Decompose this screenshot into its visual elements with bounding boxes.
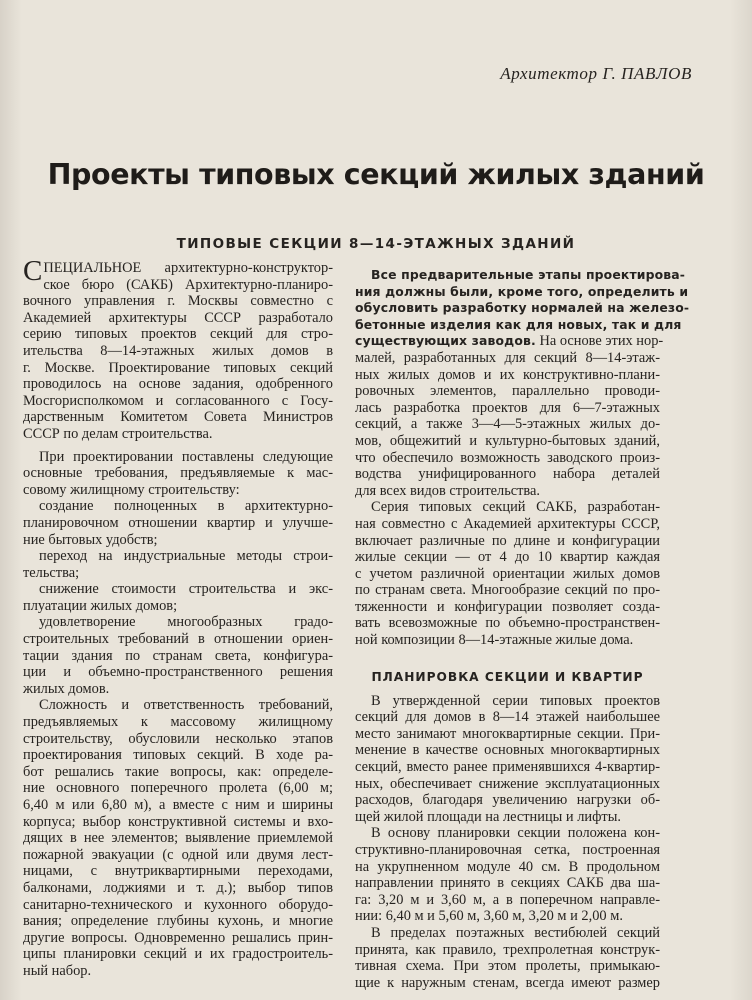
text-line: ницами, с внутриквартирными переходами, — [23, 863, 333, 880]
text-line: лась разработка проектов для 6—7-этажных — [355, 399, 660, 416]
text-line: ции и объемно-пространственного решения — [23, 664, 333, 681]
text-line: на укрупненном модуле 40 см. В продольном — [355, 858, 660, 875]
left-column — [23, 255, 333, 980]
text-line: ительства 8—14-этажных жилых домов в — [23, 342, 333, 359]
text-line: Серия типовых секций САКБ, разработан- — [371, 499, 660, 516]
text-line: 6,40 м или 6,80 м), а вместе с ним и ширины — [23, 797, 333, 813]
text-line: секций, вместо ранее применявшихся 4-квартир- — [355, 759, 660, 776]
text-line: водства унифицированного набора деталей — [355, 466, 660, 483]
text-line: Сложность и ответственность требований, — [39, 697, 333, 714]
text-line: га: 3,20 м и 3,60 м, а в поперечном направле- — [355, 891, 660, 908]
bold-line: Все предварительные этапы проектирова- — [371, 267, 686, 282]
text-line: СССР по делам строительства. — [23, 425, 213, 442]
text-line: другие вопросы. Одновременно решались прин- — [23, 929, 333, 946]
right-paragraphs — [355, 350, 660, 649]
text-line: удовлетворение многообразных градо- — [39, 614, 333, 631]
text-line: мов, общежитий и культурно-бытовых зданий, — [355, 432, 660, 449]
text-line: переход на индустриальные методы строи- — [39, 548, 333, 565]
text-line: вания; определение глубины кухонь, и многие — [23, 913, 333, 930]
text-line: тации здания по странам света, конфигура- — [23, 647, 333, 664]
text-line: В основу планировки секции положена кон- — [371, 825, 660, 842]
text-line: щей жилой площади на лестницы и лифты. — [355, 808, 621, 825]
text-line: менение в качестве основных многоквартирных — [355, 742, 660, 759]
text-line: ние бытовых удобств; — [23, 531, 158, 548]
text-line: В пределах поэтажных вестибюлей секций — [371, 924, 660, 941]
text-line: расходов, благодаря увеличению нагрузки об- — [355, 792, 660, 809]
text-line: малей, разработанных для секций 8—14-этаж- — [355, 349, 660, 366]
text-line: бот решались такие вопросы, как: определе- — [23, 763, 333, 780]
article-title: Проекты типовых секций жилых зданий — [47, 158, 705, 191]
text-line: принята, как правило, трехпролетная конструк- — [355, 941, 660, 958]
text-line: плуатации жилых домов; — [23, 597, 178, 614]
text-line: вать всевозможные по объемно-пространствен- — [355, 615, 660, 632]
after-bold-text: На основе этих нор- — [535, 333, 664, 350]
text-line: При проектировании поставлены следующие — [39, 448, 333, 465]
planning-paragraphs — [355, 693, 660, 992]
text-line: включает различные по длине и конфигурации — [355, 532, 660, 549]
text-line: жилых домов. — [23, 680, 110, 697]
text-line: жилые секции — от 4 до 10 квартир каждая — [355, 549, 660, 566]
text-line: основные требования, предъявляемые к мас- — [23, 465, 333, 482]
text-line: нии: 6,40 м и 5,60 м, 3,60 м, 3,20 м и 2,00 м. — [355, 908, 623, 925]
bold-line: обусловить разработку нормалей на железо- — [355, 300, 690, 316]
text-line: дарственным Комитетом Совета Министров — [23, 409, 333, 426]
text-line: ных жилых домов и их конструктивно-плани- — [355, 366, 660, 383]
text-line: для всех видов строительства. — [355, 482, 541, 499]
bold-line: ния должны были, кроме того, определить и — [355, 283, 689, 299]
bold-line — [355, 333, 664, 350]
text-line: строительству, обусловили несколько этапов — [23, 730, 333, 747]
text-line: Академией архитектуры СССР разработало — [23, 309, 333, 326]
text-line: ское бюро (САКБ) Архитектурно-планиро- — [43, 276, 333, 293]
section-subtitle: ТИПОВЫЕ СЕКЦИИ 8—14-ЭТАЖНЫХ ЗДАНИЙ — [176, 236, 576, 252]
text-line: дящих в нее элементов; выявление приемлемой — [23, 830, 333, 847]
text-line: место занимают многоквартирные секции. При- — [355, 725, 660, 742]
text-line: строительных требований в отношении ориен- — [23, 631, 333, 648]
text-line: ровочных элементов, параллельно проводи- — [355, 383, 660, 400]
text-line: планировочном отношении квартир и улучше- — [23, 514, 333, 531]
left-body — [23, 277, 333, 980]
text-line: корпуса; выбор конструктивной системы и вхо- — [23, 813, 333, 830]
text-line: В утвержденной серии типовых проектов — [371, 692, 660, 709]
text-line: направлении принято в секциях САКБ два ша- — [355, 875, 660, 892]
text-line: ных, обеспечивает снижение эксплуатационных — [355, 775, 660, 792]
text-line: ная совместно с Академией архитектуры СССР, — [355, 515, 660, 532]
drop-cap: С — [23, 255, 43, 287]
text-line: снижение стоимости строительства и экс- — [39, 581, 333, 598]
text-line: ние основного поперечного пролета (6,00 м; — [23, 780, 333, 797]
author-line: Архитектор Г. ПАВЛОВ — [500, 64, 692, 83]
bold-line-text: существующих заводов. — [355, 333, 536, 349]
bold-paragraph — [355, 267, 690, 350]
text-line: ной композиции 8—14-этажные жилые дома. — [355, 632, 634, 649]
text-line: санитарно-технического и кухонного оборудо- — [23, 896, 333, 913]
text-line: пожарной эвакуации (с одной или двумя лест- — [23, 846, 333, 863]
bold-line: бетонные изделия как для новых, так и для — [355, 316, 682, 332]
text-line: предъявляемых к массовому жилищному — [23, 714, 333, 731]
text-line: проектирования типовых секций. В ходе ра- — [23, 747, 333, 764]
first-line-text: ПЕЦИАЛЬНОЕ архитектурно-конструктор- — [43, 260, 333, 276]
text-line: вочного управления г. Москвы совместно с — [23, 293, 333, 310]
text-line: серию типовых проектов секций для стро- — [23, 326, 333, 343]
text-line: тельства; — [23, 564, 80, 581]
text-line: совому жилищному строительству: — [23, 481, 240, 498]
text-line: тивная схема. При этом пролеты, примыкаю- — [355, 958, 660, 975]
text-line: по странам света. Многообразие секций по про- — [355, 582, 660, 599]
text-line: балконами, лоджиями и т. д.); выбор типов — [23, 879, 333, 896]
text-line: проводилось на основе задания, одобренного — [23, 376, 333, 393]
text-line: щие к наружным стенам, всегда имеют размер — [355, 974, 660, 991]
text-line: секций для домов в 8—14 этажей наибольшее — [355, 709, 660, 726]
text-line: ципы планировки секций и их градостроитель- — [23, 946, 333, 963]
text-line: что обеспечило возможность заводского произ- — [355, 449, 660, 466]
text-line: тяженности и конфигурации позволяет созда- — [355, 598, 660, 615]
text-line: с учетом различной ориентации жилых домов — [355, 565, 660, 582]
text-line: ный набор. — [23, 962, 92, 979]
text-line: создание полноценных в архитектурно- — [39, 498, 333, 515]
right-column — [355, 267, 690, 991]
section-heading: ПЛАНИРОВКА СЕКЦИИ И КВАРТИР — [371, 669, 644, 684]
text-line: Мосгорисполкомом и согласованного с Госу- — [23, 392, 333, 409]
text-line: структивно-планировочная сетка, построенная — [355, 842, 660, 858]
text-line: секций, а также 3—4—5-этажных жилых до- — [355, 416, 660, 433]
text-line: г. Москве. Проектирование типовых секций — [23, 359, 333, 376]
